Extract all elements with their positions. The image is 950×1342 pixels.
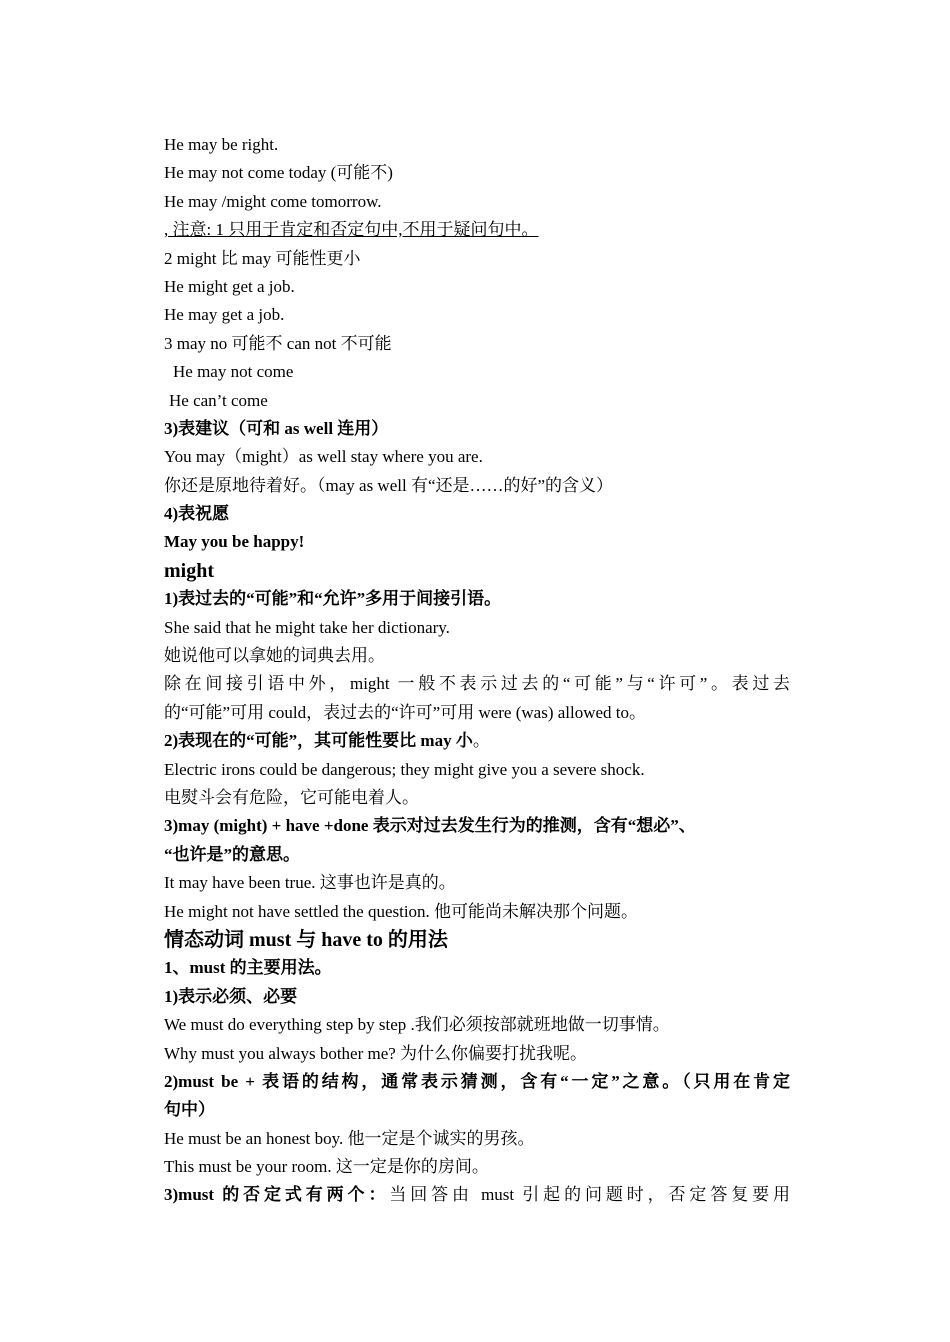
text-line: You may（might）as well stay where you are. — [164, 447, 483, 467]
section-heading-cont: 句中） — [164, 1100, 215, 1120]
text-line: This must be your room. 这一定是你的房间。 — [164, 1157, 489, 1177]
heading-must-have-to: 情态动词 must 与 have to 的用法 — [164, 928, 448, 951]
text-line — [164, 727, 790, 755]
text-line: She said that he might take her dictionary. — [164, 617, 450, 637]
text-line: Electric irons could be dangerous; they might give you a severe shock. — [164, 759, 645, 779]
section-heading: 1)表过去的“可能”和“允许”多用于间接引语。 — [164, 589, 502, 609]
text-line: He may be right. — [164, 135, 279, 154]
text-line: We must do everything step by step .我们必须按部就班地做一切事情。 — [164, 1015, 670, 1035]
text-line — [164, 1181, 790, 1209]
text-line: Why must you always bother me? 为什么你偏要打扰我呢。 — [164, 1043, 588, 1063]
text-line: 的“可能”可用 could，表过去的“许可”可用 were (was) allowed to。 — [164, 702, 647, 722]
text-line: He may not come today (可能不) — [164, 163, 393, 183]
section-heading: 1、must 的主要用法。 — [164, 958, 332, 978]
heading-might: might — [164, 559, 214, 582]
document-page — [164, 131, 790, 1210]
section-heading: 3)must 的否定式有两个： — [164, 1185, 390, 1205]
text-line: 电熨斗会有危险，它可能电着人。 — [164, 787, 419, 807]
section-heading-cont: “也许是”的意思。 — [164, 844, 300, 864]
section-heading: 3)表建议（可和 as well 连用） — [164, 418, 389, 438]
text-line: He may get a job. — [164, 305, 285, 325]
text-line: 你还是原地待着好。（may as well 有“还是……的好”的含义） — [164, 475, 614, 495]
text-line: He might get a job. — [164, 276, 295, 296]
underlined-note: , 注意: 1 只用于肯定和否定句中,不用于疑问句中。 — [164, 220, 539, 240]
text-line: 2 might 比 may 可能性更小 — [164, 248, 361, 268]
text-line: 她说他可以拿她的词典去用。 — [164, 646, 385, 666]
text-continuation: 当回答由 must 引起的问题时，否定答复要用 — [389, 1185, 790, 1205]
text-line — [164, 216, 790, 244]
text-line: He may not come — [173, 362, 294, 382]
text-line: 3 may no 可能不 can not 不可能 — [164, 333, 392, 353]
text-line: It may have been true. 这事也许是真的。 — [164, 873, 456, 893]
text-line: 除在间接引语中外，might 一般不表示过去的“可能”与“许可”。表过去 — [164, 674, 790, 694]
text-line: He may /might come tomorrow. — [164, 191, 382, 211]
text-line: He must be an honest boy. 他一定是个诚实的男孩。 — [164, 1128, 535, 1148]
section-heading: 1)表示必须、必要 — [164, 986, 298, 1006]
text-line: He might not have settled the question. 他可能尚未解决那个问题。 — [164, 901, 639, 921]
period: 。 — [472, 731, 490, 751]
section-heading: 2)must be + 表语的结构，通常表示猜测，含有“一定”之意。（只用在肯定 — [164, 1071, 790, 1091]
section-heading: 2)表现在的“可能”，其可能性要比 may 小 — [164, 731, 473, 751]
text-line-bold: May you be happy! — [164, 532, 305, 552]
section-heading: 3)may (might) + have +done 表示对过去发生行为的推测，含有“想必”、 — [164, 816, 696, 836]
text-line: He can’t come — [169, 390, 268, 410]
section-heading: 4)表祝愿 — [164, 504, 230, 524]
